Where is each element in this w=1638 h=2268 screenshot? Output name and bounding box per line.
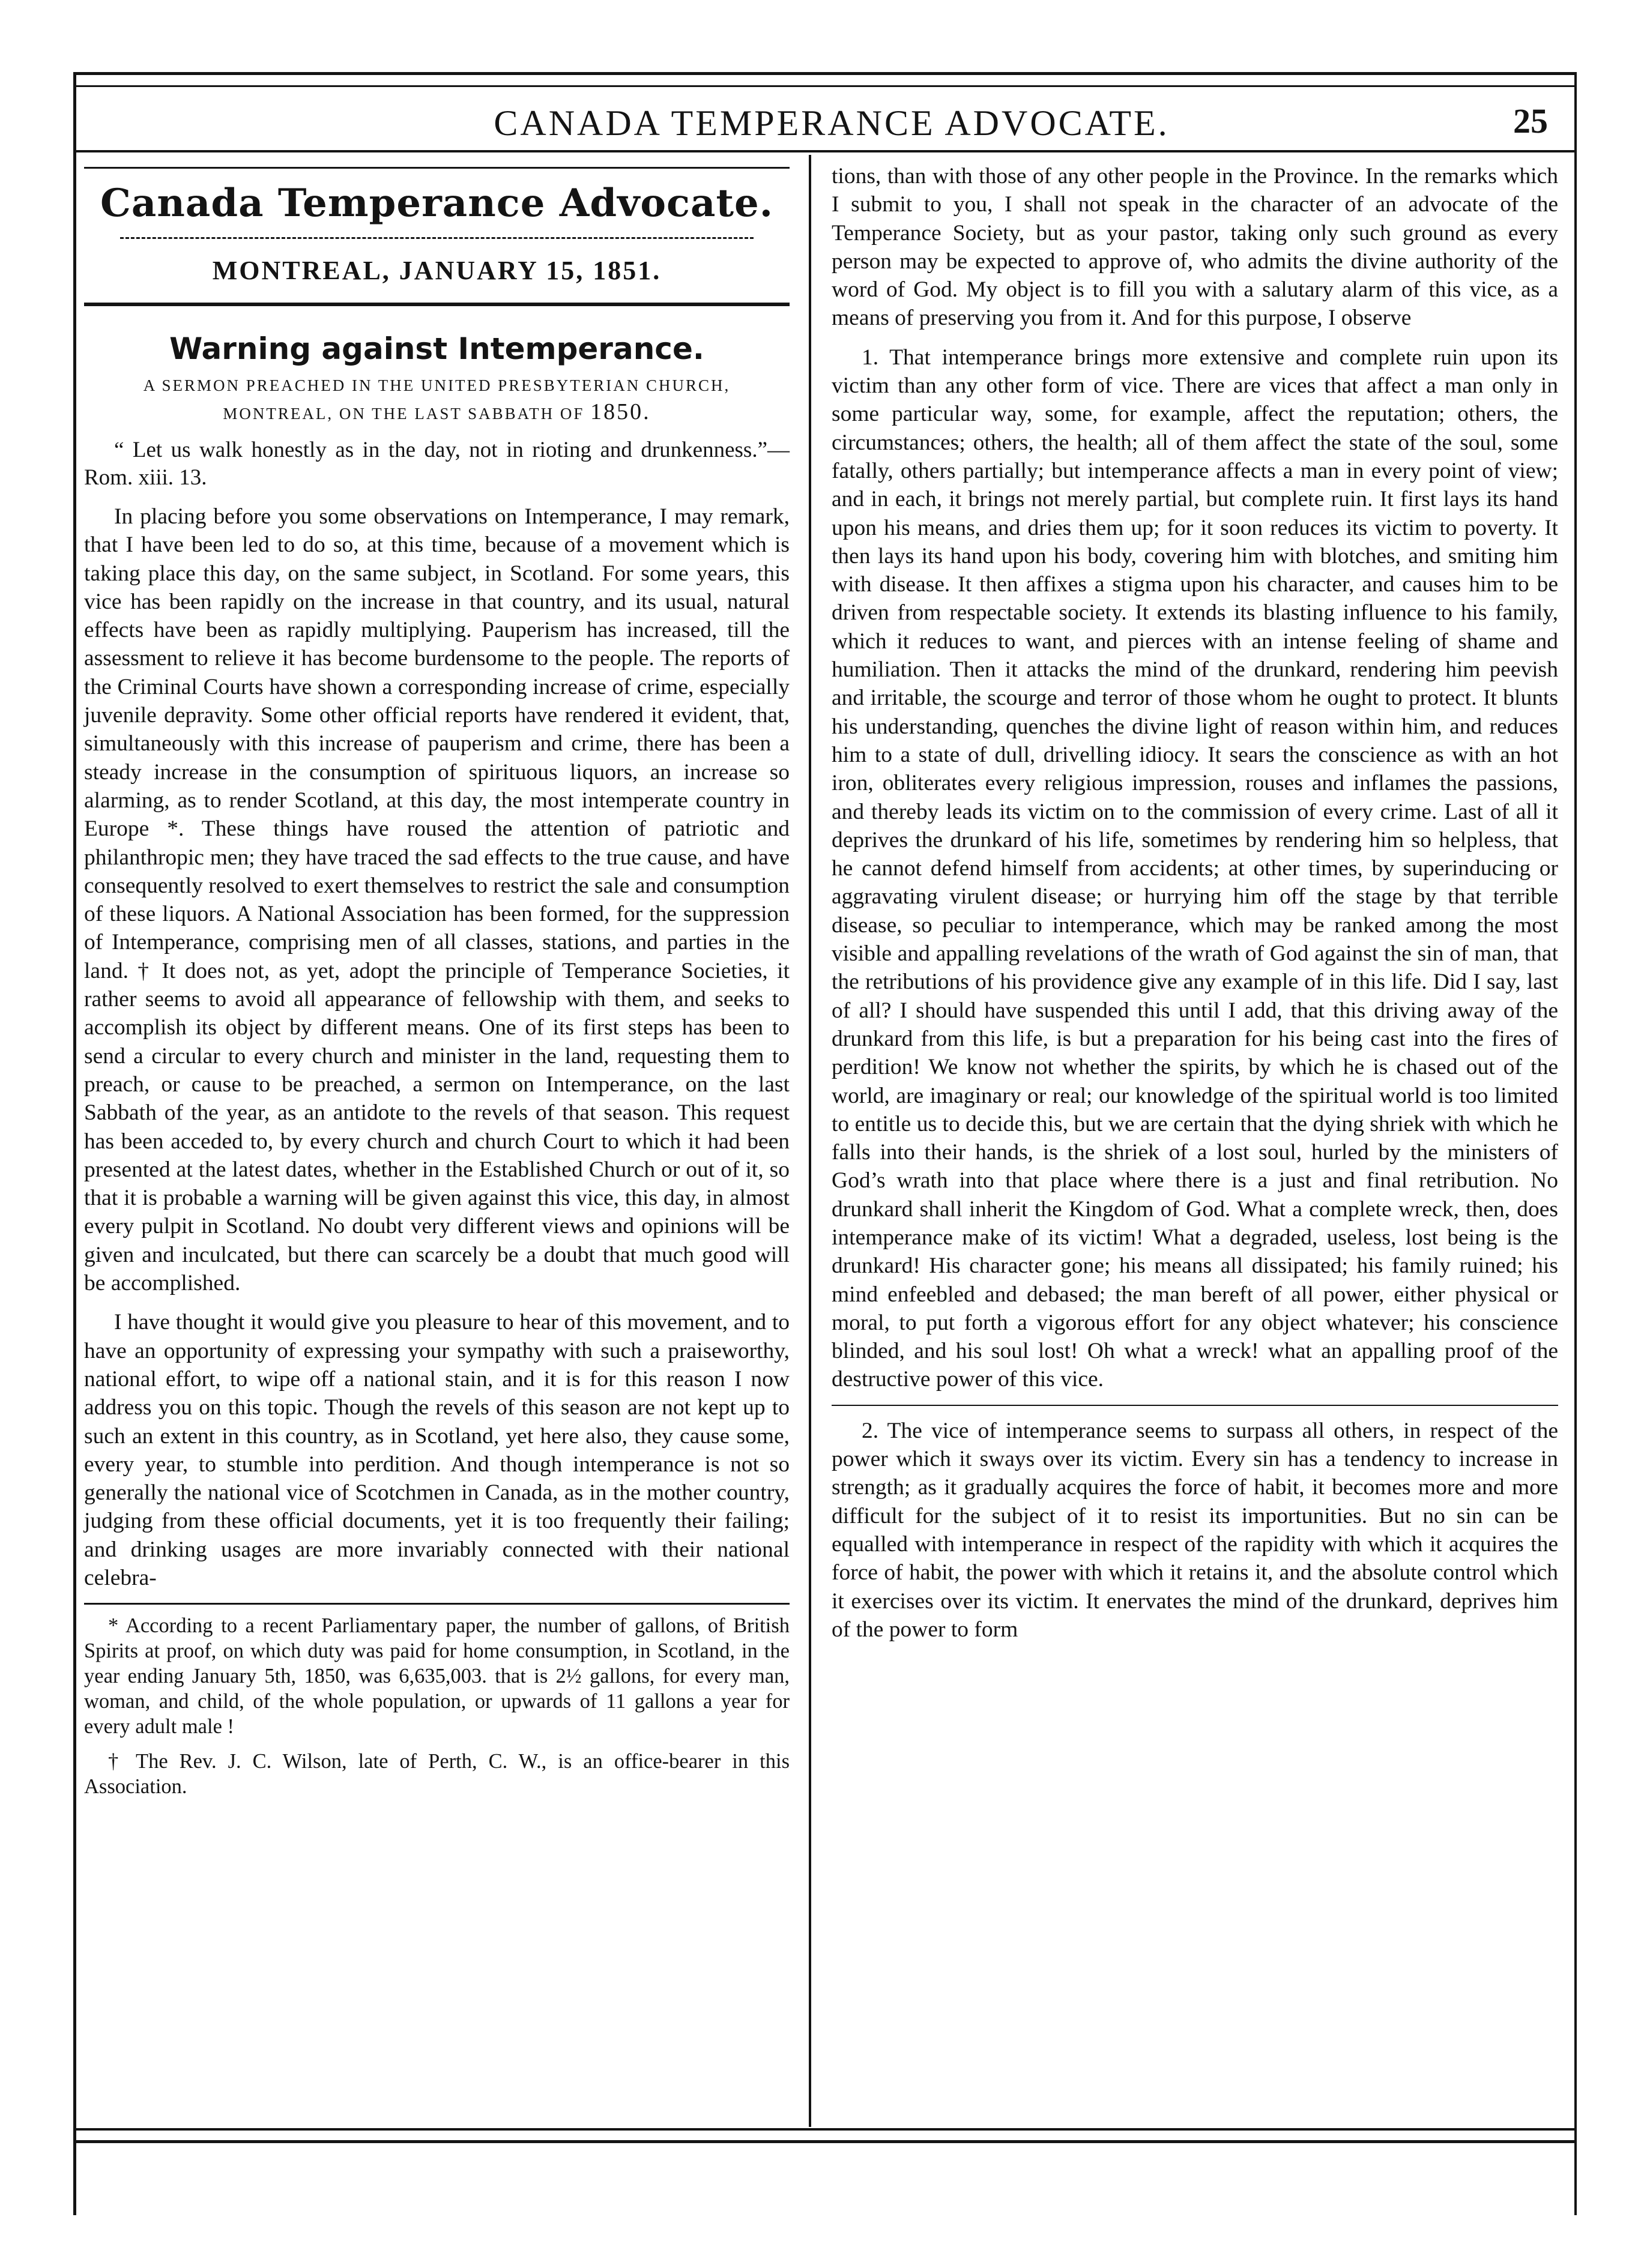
footnote: * According to a recent Parliamentary paper, the number of gallons, of British Spirits at proof, on which duty was paid for home consumption, in Scotland, in the year ending January 5th, 1850, was 6,635,003. that is 2½ gallons, for every man, woman, and child, of the whole population, or upwards of 11 gallons a year for every adult male !: [84, 1614, 790, 1739]
top-border-rule-inner: [73, 85, 1577, 87]
masthead-divider: [120, 237, 754, 239]
body-paragraph: 2. The vice of intemperance seems to surpass all others, in respect of the power which it sways over its victim. Every sin has a tendency to increase in strength; as it gradually acquires the force of habit, it becomes more and more difficult for the subject of it to resist its importunities. But no sin can be equalled with intemperance in respect of the rapidity with which it acquires the force of habit, the power with which it retains it, and the absolute control which it exercises over its victim. It enervates the mind of the drunkard, deprives him of the power to form: [832, 1418, 1558, 1642]
page-number: 25: [1513, 101, 1548, 140]
left-column: [84, 167, 790, 1809]
body-paragraph: tions, than with those of any other people in the Province. In the remarks which I submit to you, I shall not speak in the character of an advocate of the Temperance Society, but as your pastor, taking only such ground as every person may be expected to approve of, who admits the divine authority of the word of God. My object is to fill you with a salutary alarm of this vice, as a means of preserving you from it. And for this purpose, I observe: [832, 164, 1558, 331]
header-rule: [73, 150, 1577, 152]
body-paragraph: 1. That intemperance brings more extensive and complete ruin upon its victim than any other form of vice. There are vices that affect a man only in some particular way, some, for example, affect the reputation; others, the circumstances; others, the health; all of them affect the state of the soul, some fatally, others partially; but intemperance affects a man in every point of view; and in each, it brings not merely partial, but complete ruin. It first lays its hand upon his means, and dries them up; for it soon reduces its victim to poverty. It then lays its hand upon his body, covering him with blotches, and smiting him with disease. It then affixes a stigma upon his character, and causes him to be driven from respectable society. It extends its blasting influence to his family, which it reduces to want, and pierces with an intense feeling of shame and humiliation. Then it attacks the mind of the drunkard, rendering him peevish and irritable, the scourge and terror of those whom he ought to protect. It blunts his understanding, quenches the divine light of reason within him, and reduces him to a state of dull, drivelling idiocy. It sears the conscience as with an hot iron, obliterates every religious impression, rouses and inflames the passions, and thereby leads its victim on to the commission of every crime. Last of all it deprives the drunkard of his life, sometimes by rendering him so helpless, that he cannot defend himself from accidents; at other times, by superinducing or aggravating virulent disease; or hurrying him off the stage by that terrible disease, so peculiar to intemperance, which may be ranked among the most visible and appalling revelations of the wrath of God against the sin of man, that the retributions of his providence give any example of in this life. Did I say, last of all? I should have suspended this until I add, that this driving away of the drunkard from this life, is but a preparation for his being cast into the fires of perdition! We know not whether the spirits, by which he is chased out of the world, are imaginary or real; our knowledge of the spiritual world is too limited to entitle us to decide this, but we are certain that the dying shriek with which he falls into their hands, is the shriek of a lost soul, hurled by the ministers of God’s wrath into that place where there is a just and final retribution. No drunkard shall inherit the Kingdom of God. What a complete wreck, then, does intemperance make of its victim! What a degraded, useless, lost being is the drunkard! His character gone; his means all dissipated; his family ruined; his mind enfeebled and debased; the man bereft of all power, either physical or moral, to put forth a vigorous effort for any object whatever; his conscience blinded, and his soul lost! Oh what a wreck! what an appalling proof of the destructive power of this vice.: [832, 345, 1558, 1392]
article-subtitle-text: A SERMON PREACHED IN THE UNITED PRESBYTERIAN CHURCH, MONTREAL, ON THE LAST SABBATH OF: [143, 376, 731, 423]
bottom-border-rule-outer: [73, 2140, 1577, 2143]
scripture-motto: “ Let us walk honestly as in the day, not in rioting and drunkenness.”—Rom. xiii. 13.: [84, 438, 790, 490]
masthead-title: Canada Temperance Advocate.: [100, 181, 774, 226]
article-subtitle-year: 1850.: [590, 399, 651, 424]
masthead-rule-top: [84, 167, 790, 169]
article-subtitle: [102, 372, 772, 427]
footnote: † The Rev. J. C. Wilson, late of Perth, C. W., is an office-bearer in this Association.: [84, 1750, 790, 1799]
dateline: MONTREAL, JANUARY 15, 1851.: [212, 256, 662, 285]
footnote-rule: [84, 1603, 790, 1605]
bottom-border-rule: [73, 2128, 1577, 2131]
body-paragraph: I have thought it would give you pleasure to hear of this movement, and to have an opportunity of expressing your sympathy with such a praiseworthy, national effort, to wipe off a national stain, and it is for this reason I now address you on this topic. Though the revels of this season are not kept up to such an extent in this country, as in Scotland, yet here also, they cause some, every year, to stumble into perdition. And though intemperance is not so generally the national vice of Scotchmen in Canada, as in the mother country, judging from these official documents, yet it is too frequently their failing; and drinking usages are more invariably connected with their national celebra-: [84, 1310, 790, 1590]
right-column: [832, 162, 1558, 1654]
article-title: Warning against Intemperance.: [169, 331, 704, 366]
running-head: CANADA TEMPERANCE ADVOCATE.: [494, 103, 1170, 143]
dateline-rule: [84, 303, 790, 306]
section-rule: [832, 1405, 1558, 1406]
footnotes: [84, 1613, 790, 1799]
column-divider: [809, 155, 811, 2127]
body-paragraph: In placing before you some observations on Intemperance, I may remark, that I have been led to do so, at this time, because of a movement which is taking place this day, on the same subject, in Scotland. For some years, this vice has been rapidly on the increase in that country, and its usual, natural effects have been as rapidly multiplying. Pauperism has increased, till the assessment to relieve it has become burdensome to the people. The reports of the Criminal Courts have shown a corresponding increase of crime, especially juvenile depravity. Some other official reports have rendered it evident, that, simultaneously with this increase of pauperism and crime, there has been a steady increase in the consumption of spirituous liquors, an increase so alarming, as to render Scotland, at this day, the most intemperate country in Europe *. These things have roused the attention of patriotic and philanthropic men; they have traced the sad effects to the true cause, and have consequently resolved to exert themselves to restrict the sale and consumption of these liquors. A National Association has been formed, for the suppression of Intemperance, comprising men of all classes, stations, and parties in the land. † It does not, as yet, adopt the principle of Temperance Societies, it rather seems to avoid all appearance of fellowship with them, and seeks to accomplish its object by different means. One of its first steps has been to send a circular to every church and minister in the land, requesting them to preach, or cause to be preached, a sermon on Intemperance, on the last Sabbath of the year, as an antidote to the revels of that season. This request has been acceded to, by every church and church Court to which it had been presented at the latest dates, whether in the Established Church or out of it, so that it is probable a warning will be given against this vice, this day, in almost every pulpit in Scotland. No doubt very different views and opinions will be given and inculcated, but there can scarcely be a doubt that much good will be accomplished.: [84, 504, 790, 1296]
top-border-rule: [73, 72, 1577, 75]
